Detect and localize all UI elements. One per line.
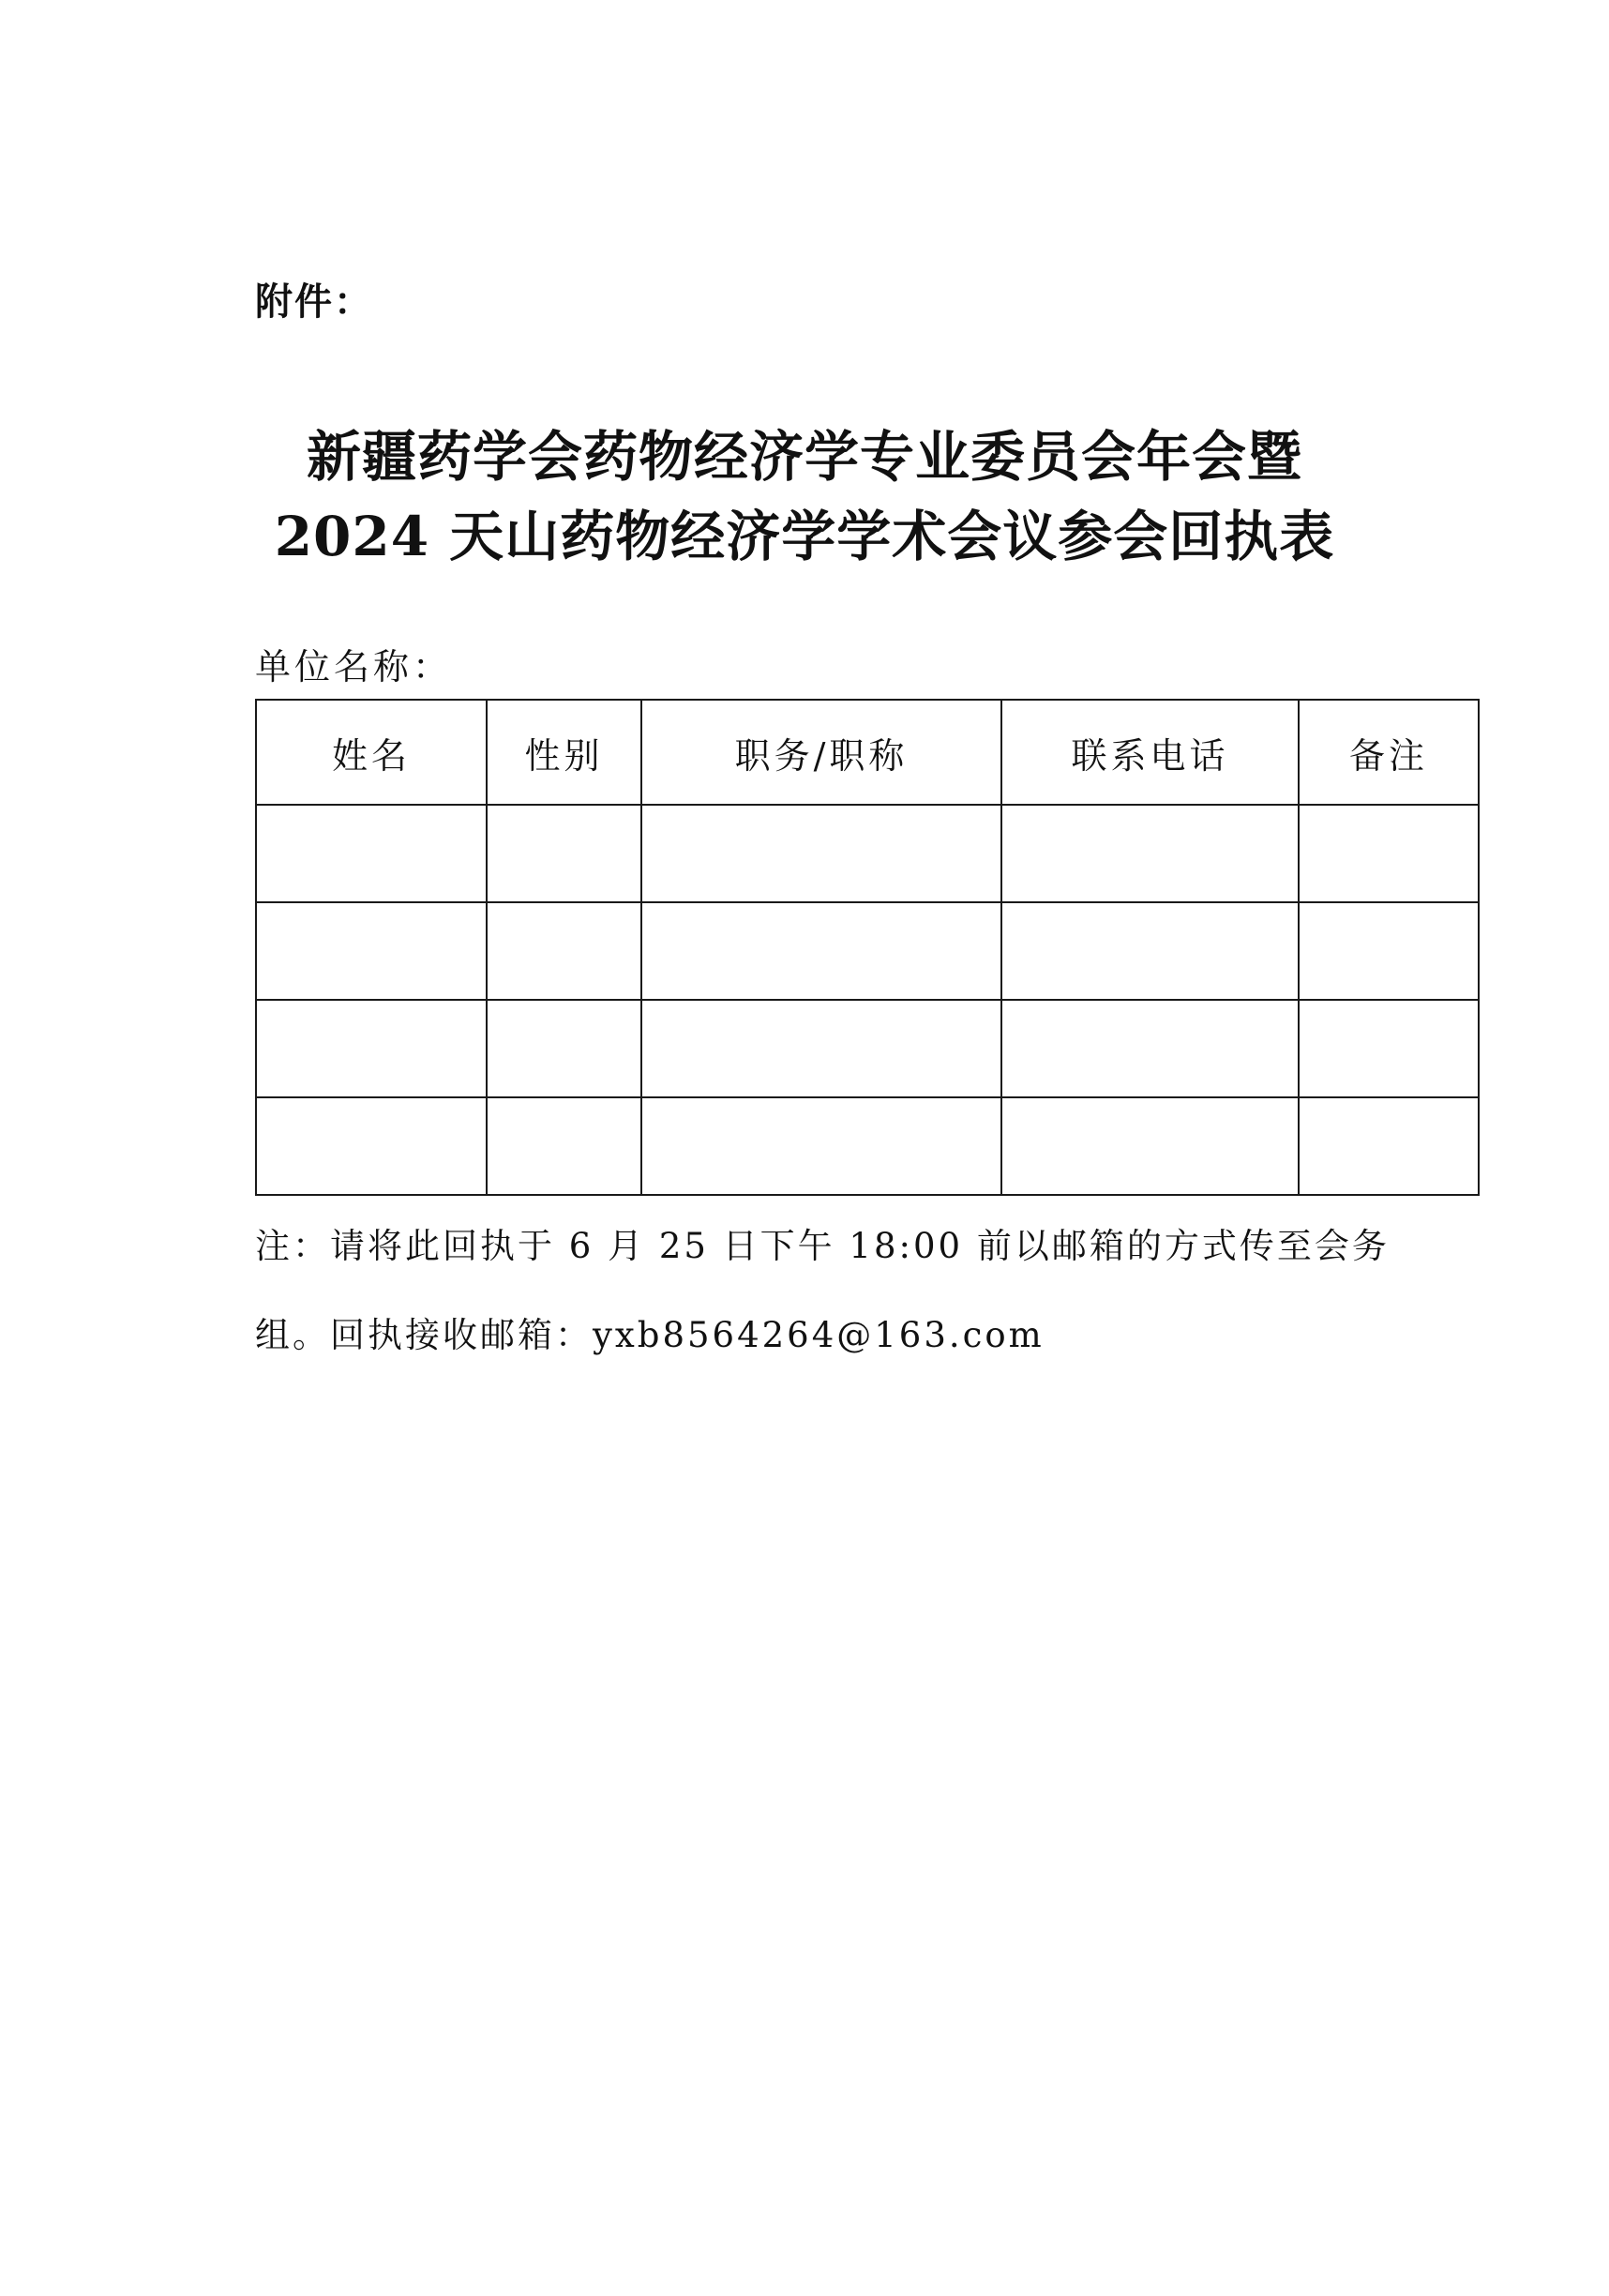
cell-position-title[interactable] — [641, 1000, 1001, 1097]
cell-position-title[interactable] — [641, 902, 1001, 1000]
cell-gender[interactable] — [487, 1000, 641, 1097]
header-gender: 性别 — [487, 700, 641, 805]
table-row — [256, 1000, 1479, 1097]
cell-gender[interactable] — [487, 805, 641, 902]
cell-gender[interactable] — [487, 1097, 641, 1195]
document-title-line-2: 2024 天山药物经济学学术会议参会回执表 — [274, 505, 1335, 568]
table-row — [256, 1097, 1479, 1195]
note-line-1: 注：请将此回执于 6 月 25 日下午 18:00 前以邮箱的方式传至会务 — [255, 1226, 1390, 1266]
attachment-label: 附件： — [255, 279, 373, 324]
note-line-2: 组。回执接收邮箱：yxb8564264@163.com — [255, 1315, 1045, 1355]
header-position-title: 职务/职称 — [641, 700, 1001, 805]
cell-position-title[interactable] — [641, 1097, 1001, 1195]
cell-name[interactable] — [256, 902, 487, 1000]
cell-remarks[interactable] — [1299, 1097, 1479, 1195]
header-phone: 联系电话 — [1001, 700, 1299, 805]
header-name: 姓名 — [256, 700, 487, 805]
unit-name-label: 单位名称： — [255, 646, 453, 687]
cell-position-title[interactable] — [641, 805, 1001, 902]
cell-remarks[interactable] — [1299, 805, 1479, 902]
header-remarks: 备注 — [1299, 700, 1479, 805]
cell-phone[interactable] — [1001, 1000, 1299, 1097]
cell-name[interactable] — [256, 1097, 487, 1195]
cell-gender[interactable] — [487, 902, 641, 1000]
cell-phone[interactable] — [1001, 805, 1299, 902]
document-title-line-1: 新疆药学会药物经济学专业委员会年会暨 — [306, 425, 1302, 489]
table-row — [256, 902, 1479, 1000]
registration-table — [255, 699, 1480, 1196]
table-header-row — [256, 700, 1479, 805]
cell-remarks[interactable] — [1299, 902, 1479, 1000]
cell-phone[interactable] — [1001, 1097, 1299, 1195]
cell-phone[interactable] — [1001, 902, 1299, 1000]
table-row — [256, 805, 1479, 902]
cell-name[interactable] — [256, 1000, 487, 1097]
cell-name[interactable] — [256, 805, 487, 902]
cell-remarks[interactable] — [1299, 1000, 1479, 1097]
